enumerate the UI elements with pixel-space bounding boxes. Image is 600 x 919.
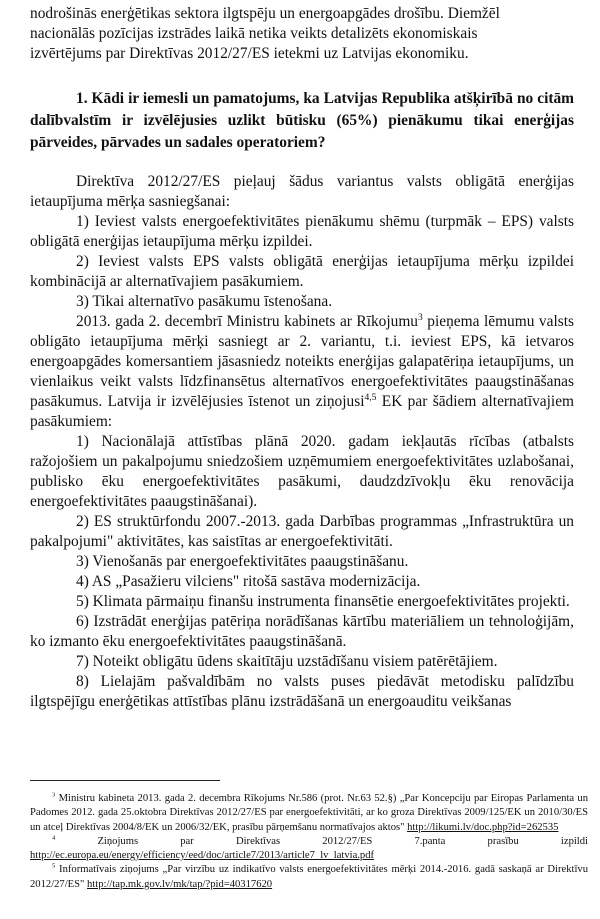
footnote-number: 4 — [52, 834, 56, 842]
measure-item: 5) Klimata pārmaiņu finanšu instrumenta finansētie energoefektivitātes projekti. — [76, 593, 570, 610]
footnote-link[interactable]: http://tap.mk.gov.lv/mk/tap/?pid=40317620 — [87, 878, 273, 890]
intro-line: nodrošinās enerģētikas sektora ilgtspēju un energoapgādes drošību. Diemžēl — [30, 5, 500, 22]
decision-paragraph — [30, 312, 574, 432]
footnote-divider — [30, 780, 220, 781]
measure-item: 8) Lielajām pašvaldībām no valsts puses piedāvāt metodisku palīdzību ilgtspējīgu enerģētikas attīstības plānu izstrādāšanā un energoauditu veikšanas — [30, 673, 574, 710]
footnote-5 — [30, 863, 588, 892]
footnote-3 — [30, 792, 588, 835]
decision-text: EK par šādiem alternatīvajiem pasākumiem: — [30, 393, 574, 430]
question-line: citām dalībvalstīm ir izvēlējusies uzlikt būtisku (65%) pienākumu tikai — [30, 90, 574, 129]
footnotes — [30, 792, 588, 892]
answer-body — [30, 172, 574, 712]
footnote-ref: 4,5 — [364, 391, 377, 403]
measure-item: 6) Izstrādāt enerģijas patēriņa norādīšanas kārtību materiāliem un tehnoloģijām, ko izmanto ēku energoefektivitātes paaugstināšanā. — [30, 613, 574, 650]
measure-item: 4) AS „Pasažieru vilciens" ritošā sastāva modernizācija. — [76, 573, 421, 590]
footnote-number: 3 — [52, 791, 56, 799]
intro-line: izvērtējums par Direktīvas 2012/27/ES ietekmi uz Latvijas ekonomiku. — [30, 45, 469, 62]
option-item: 2) Ieviest valsts EPS valsts obligātā enerģijas ietaupījuma mērķu izpildei kombinācijā ar alternatīvajiem pasākumiem. — [30, 253, 574, 290]
decision-text: 2013. gada 2. decembrī Ministru kabinets ar Rīkojumu — [76, 313, 419, 330]
measure-item: 2) ES struktūrfondu 2007.-2013. gada Darbības programmas „Infrastruktūra un pakalpojumi" aktivitātes, kas saistītas ar energoefektivitāti. — [30, 513, 574, 550]
footnote-link[interactable]: http://ec.europa.eu/energy/efficiency/eed/doc/article7/2013/article7_lv_latvia.pdf — [30, 850, 375, 862]
footnote-text: Ministru kabineta 2013. gada 2. decembra Rīkojums Nr.586 (prot. Nr.63 52.§) „Par Koncepciju par Eiropas Parlamenta un Padomes 2012. gada 25.oktobra Direktīvas 2012/27/ES par energoefektivitāti, ar ko groza Direktīvas 2009/125/EK un 2010/30/ES un atceļ Direktīvas 2004/8/EK un 2006/32/EK, prasību pārņemšanu normatīvajos aktos" — [30, 793, 588, 833]
option-item: 1) Ieviest valsts energoefektivitātes pienākumu shēmu (turpmāk – EPS) valsts obligātā enerģijas ietaupījuma mērķu izpildei. — [30, 213, 574, 250]
question-line: enerģijas pārveides, pārvades un sadales operatoriem? — [30, 112, 574, 151]
option-item: 3) Tikai alternatīvo pasākumu īstenošana. — [76, 293, 333, 310]
decision-text: pieņema lēmumu valsts obligāto ietaupījuma mērķi sasniegt ar 2. variantu, t.i. ieviest EPS, kā ietvaros energoapgādes komersantiem jāsasniedz noteikts enerģijas galapatēriņa ietaupījums, un vienlaikus veikt valsts līdzfinansētus alternatīvos energoefektivitātes paaugstināšanas pasākumus. Latvija ir izvēlējusies īstenot un ziņojusi — [30, 313, 574, 410]
question-line: 1. Kādi ir iemesli un pamatojums, ka Latvijas Republika atšķirībā no — [76, 90, 534, 107]
footnote-4 — [30, 835, 588, 864]
measure-item: 7) Noteikt obligātu ūdens skaitītāju uzstādīšanu visiem patērētājiem. — [76, 653, 498, 670]
measure-item: 3) Vienošanās par energoefektivitātes paaugstināšanu. — [76, 553, 409, 570]
footnote-ref: 3 — [418, 311, 423, 323]
footnote-text: Informatīvais ziņojums „Par virzību uz indikatīvo valsts energoefektivitātes mērķi 2014.-2016. gadā saskaņā ar Direktīvu 2012/27/ES" — [30, 864, 588, 890]
measure-item: 1) Nacionālajā attīstības plānā 2020. gadam iekļautās rīcības (atbalsts ražojošiem un pakalpojumu sniedzošiem uzņēmumiem energoefektivitātes uzlabošanai, publisko ēku energoefektivitātes pasākumi, daudzdzīvokļu ēku renovācija energoefektivitātes paaugstināšanai). — [30, 433, 574, 510]
intro-line: nacionālās pozīcijas izstrādes laikā netika veikts detalizēts ekonomiskais — [30, 25, 478, 42]
footnote-number: 5 — [52, 862, 56, 870]
answer-intro-paragraph: Direktīva 2012/27/ES pieļauj šādus variantus valsts obligātā enerģijas ietaupījuma mērķa sasniegšanai: — [30, 173, 574, 210]
question-heading — [30, 88, 574, 154]
intro-paragraph — [30, 4, 574, 64]
footnote-text: Ziņojums par Direktīvas 2012/27/ES 7.panta prasību izpildi — [55, 835, 588, 847]
footnote-link[interactable]: http://likumi.lv/doc.php?id=262535 — [407, 821, 559, 833]
